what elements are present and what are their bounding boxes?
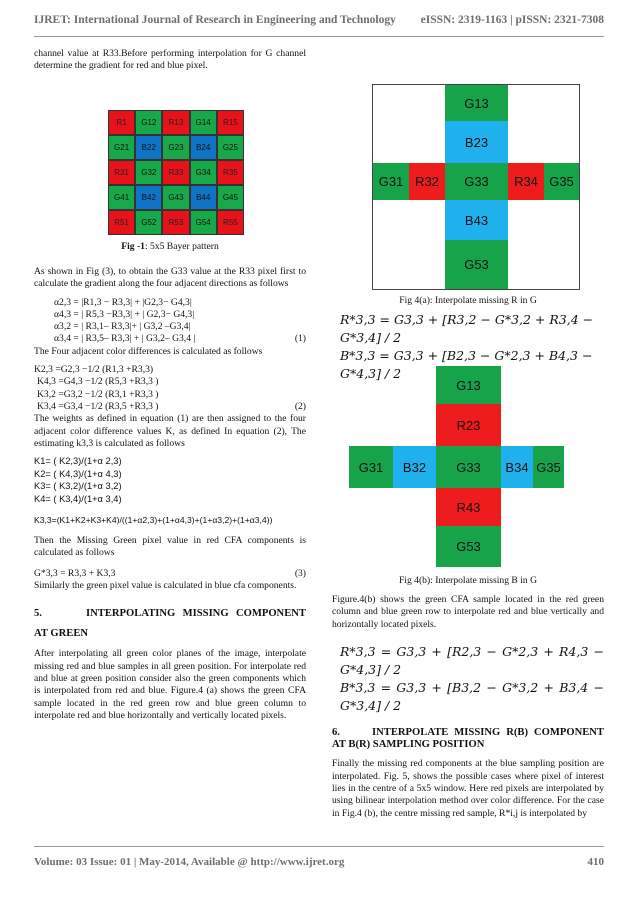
weight-equations bbox=[34, 455, 306, 526]
paragraph-similar: Similarly the green pixel value is calculated in blue cfa components. bbox=[34, 580, 297, 592]
fig4b-cell: G13 bbox=[436, 366, 501, 404]
section-number: 6. bbox=[332, 726, 340, 738]
fig4a-cell: G31 bbox=[373, 163, 409, 200]
issn-info: eISSN: 2319-1163 | pISSN: 2321-7308 bbox=[420, 14, 604, 26]
bayer-cell: R13 bbox=[162, 110, 189, 135]
page-number: 410 bbox=[587, 856, 604, 868]
section-title: INTERPOLATING MISSING COMPONENT AT GREEN bbox=[34, 608, 306, 640]
page-footer bbox=[34, 856, 604, 868]
bayer-cell: G23 bbox=[162, 135, 189, 160]
bayer-cell: R15 bbox=[217, 110, 244, 135]
footer-rule bbox=[34, 846, 604, 847]
volume-info: Volume: 03 Issue: 01 | May-2014, Available @ http://www.ijret.org bbox=[34, 856, 345, 868]
formula-line: B*3,3 = G3,3 + [B2,3 − G*2,3 + B4,3 − G*4,3] / 2 bbox=[340, 348, 593, 381]
bayer-cell: G52 bbox=[135, 210, 162, 235]
fig4a-cell: B43 bbox=[445, 200, 508, 240]
paragraph-weights: The weights as defined in equation (1) are then assigned to the four adjacent color difference values K, as defined In equation (2), The estimating k3,3 is calculated as follows bbox=[34, 413, 306, 449]
paragraph-section5: After interpolating all green color planes of the image, interpolate missing red and blue samples in all green position. For interpolate red and blue at green position consider also the green components which is interpolated from red and blue. Figure.4 (a) shows the green CFA sample located in the red green row and blue green column to interpolate red and blue horizontally and vertically located pixels. bbox=[34, 648, 306, 721]
bayer-cell: G43 bbox=[162, 185, 189, 210]
alpha-eq: α4,3 = | R5,3 −R3,3| + | G2,3− G4,3| bbox=[54, 308, 195, 320]
formula-block-b bbox=[332, 643, 604, 715]
section-6-heading bbox=[332, 727, 604, 752]
fig4b-cell: R43 bbox=[436, 488, 501, 526]
fig4b-cell: G31 bbox=[349, 446, 393, 488]
paragraph-color-diff: The Four adjacent color differences is calculated as follows bbox=[34, 345, 263, 357]
weight-eq: K1= ( K2,3)/(1+α 2,3) bbox=[34, 456, 122, 467]
fig1-caption-text: : 5x5 Bayer pattern bbox=[144, 241, 219, 252]
paragraph-missing-green: Then the Missing Green pixel value in red CFA components is calculated as follows bbox=[34, 535, 306, 559]
fig4a-cell: G13 bbox=[445, 85, 508, 121]
paragraph-gradient: As shown in Fig (3), to obtain the G33 value at the R33 pixel first to calculate the gradient along the four adjacent directions as follows bbox=[34, 266, 306, 290]
bayer-cell: G45 bbox=[217, 185, 244, 210]
page-header bbox=[34, 14, 604, 26]
alpha-eq: α3,2 = | R3,1– R3,3|+ | G3,2 –G3,4| bbox=[54, 321, 191, 333]
alpha-eq: α3,4 = | R3,5– R3,3| + | G3,2– G3,4 | bbox=[54, 333, 196, 345]
equation-number: (2) bbox=[294, 400, 306, 412]
figure-4a bbox=[372, 84, 580, 290]
alpha-equations bbox=[34, 297, 306, 346]
figure-4b bbox=[349, 366, 564, 567]
fig4b-cell: G53 bbox=[436, 526, 501, 567]
k-eq: K4,3 =G4,3 −1/2 (R5,3 +R3,3 ) bbox=[37, 376, 159, 388]
section-title: INTERPOLATE MISSING R(B) COMPONENT AT B(R) SAMPLING POSITION bbox=[332, 726, 604, 751]
weight-eq: K2= ( K4,3)/(1+α 4,3) bbox=[34, 468, 122, 479]
bayer-cell: B44 bbox=[190, 185, 217, 210]
equation-number: (3) bbox=[294, 567, 306, 579]
bayer-cell: R53 bbox=[162, 210, 189, 235]
bayer-cell: G32 bbox=[135, 160, 162, 185]
weight-eq: K3= ( K3,2)/(1+α 3,2) bbox=[34, 481, 122, 492]
bayer-cell: B42 bbox=[135, 185, 162, 210]
fig4a-cell: R34 bbox=[508, 163, 544, 200]
bayer-pattern-figure bbox=[108, 110, 244, 235]
bayer-cell: B24 bbox=[190, 135, 217, 160]
equation-number: (1) bbox=[294, 333, 306, 345]
bayer-cell: B22 bbox=[135, 135, 162, 160]
equation-3: G*3,3 = R3,3 + K3,3 bbox=[34, 567, 116, 579]
formula-line: R*3,3 = G3,3 + [R3,2 − G*3,2 + R3,4 − G*3,4] / 2 bbox=[340, 312, 594, 345]
bayer-cell: R35 bbox=[217, 160, 244, 185]
right-body bbox=[332, 594, 604, 820]
bayer-cell: G25 bbox=[217, 135, 244, 160]
header-rule bbox=[34, 36, 604, 37]
journal-title: IJRET: International Journal of Research in Engineering and Technology bbox=[34, 14, 396, 26]
fig4a-cell: B23 bbox=[445, 121, 508, 163]
bayer-cell: G34 bbox=[190, 160, 217, 185]
fig4b-cell: B32 bbox=[393, 446, 436, 488]
bayer-cell: R55 bbox=[217, 210, 244, 235]
k-eq: K2,3 =G2,3 −1/2 (R1,3 +R3,3) bbox=[34, 364, 154, 376]
fig4b-cell: R23 bbox=[436, 404, 501, 446]
bayer-cell: G41 bbox=[108, 185, 135, 210]
bayer-cell: G21 bbox=[108, 135, 135, 160]
left-column bbox=[34, 48, 306, 73]
weight-eq: K4= ( K3,4)/(1+α 3,4) bbox=[34, 493, 122, 504]
paragraph-fig4b: Figure.4(b) shows the green CFA sample located in the red green column and blue green row to interpolate red and blue vertically and horizontally located pixels. bbox=[332, 594, 604, 630]
bayer-cell: G14 bbox=[190, 110, 217, 135]
bayer-cell: R51 bbox=[108, 210, 135, 235]
alpha-eq: α2,3 = |R1,3 − R3,3| + |G2,3− G4,3| bbox=[54, 296, 192, 308]
fig4b-cell: B34 bbox=[501, 446, 533, 488]
k-equations bbox=[34, 364, 306, 413]
fig1-caption-label: Fig -1 bbox=[121, 241, 145, 252]
formula-line: B*3,3 = G3,3 + [B3,2 − G*3,2 + B3,4 − G*3,4] / 2 bbox=[340, 679, 604, 713]
section-5-heading bbox=[34, 604, 306, 644]
bayer-cell: R33 bbox=[162, 160, 189, 185]
intro-paragraph: channel value at R33.Before performing interpolation for G channel determine the gradient for red and blue pixel. bbox=[34, 48, 306, 72]
paragraph-section6: Finally the missing red components at the blue sampling position are interpolated. Fig. 5, shows the possible cases where pixel of interest lies in the centre of a 5x5 window. Here red pixels are interpolated by using bilinear interpolation method over color difference. For the case in Fig.4 (b), the centre missing red sample, R*i,j is interpolated by bbox=[332, 758, 604, 819]
left-body bbox=[34, 266, 306, 722]
bayer-cell: G12 bbox=[135, 110, 162, 135]
fig4b-caption: Fig 4(b): Interpolate missing B in G bbox=[398, 575, 538, 586]
section-number: 5. bbox=[34, 608, 42, 620]
fig4a-cell: G33 bbox=[445, 163, 508, 200]
fig4a-cell: G35 bbox=[544, 163, 579, 200]
bayer-cell: R1 bbox=[108, 110, 135, 135]
fig4a-cell: R32 bbox=[409, 163, 445, 200]
fig4a-caption: Fig 4(a): Interpolate missing R in G bbox=[399, 295, 537, 306]
fig1-caption bbox=[34, 241, 306, 253]
formula-line: R*3,3 = G3,3 + [R2,3 − G*2,3 + R4,3 − G*4,3] / 2 bbox=[340, 643, 604, 677]
bayer-cell: R31 bbox=[108, 160, 135, 185]
fig4b-cell: G33 bbox=[436, 446, 501, 488]
k33-eq: K3,3=(K1+K2+K3+K4)/((1+α2,3)+(1+α4,3)+(1+α3,2)+(1+α3,4)) bbox=[34, 514, 273, 525]
k-eq: K3,2 =G3,2 −1/2 (R3,1 +R3,3 ) bbox=[37, 388, 159, 400]
fig4a-cell: G53 bbox=[445, 240, 508, 289]
k-eq: K3,4 =G3,4 −1/2 (R3,5 +R3,3 ) bbox=[37, 400, 159, 412]
bayer-cell: G54 bbox=[190, 210, 217, 235]
fig4b-cell: G35 bbox=[533, 446, 564, 488]
